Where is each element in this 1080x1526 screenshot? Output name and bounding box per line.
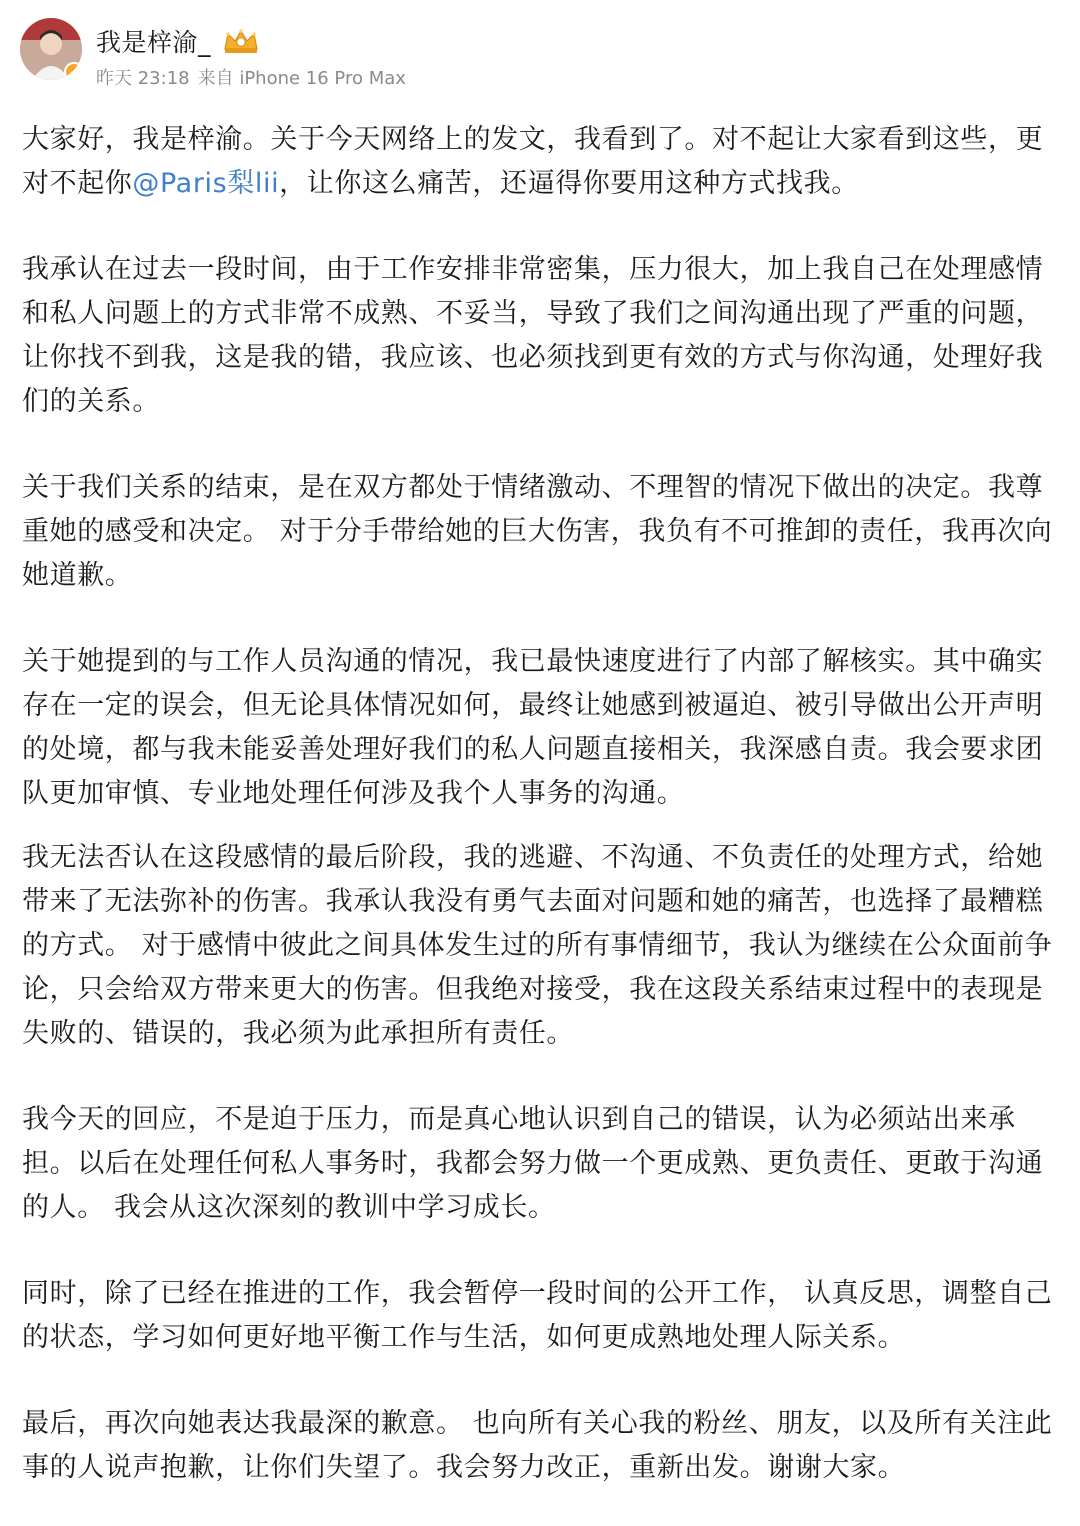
paragraph-1-text-b: ，让你这么痛苦，还逼得你要用这种方式找我。: [279, 168, 859, 199]
paragraph-4: 关于她提到的与工作人员沟通的情况，我已最快速度进行了内部了解核实。其中确实存在一定的误会，但无论具体情况如何，最终让她感到被逼迫、被引导做出公开声明的处境，都与我未能妥善处理好我们的私人问题直接相关，我深感自责。我会要求团队更加审慎、专业地处理任何涉及我个人事务的沟通。: [22, 646, 1044, 809]
username-link[interactable]: 我是梓渝_: [96, 28, 212, 57]
avatar[interactable]: [20, 18, 82, 80]
post-body: [22, 118, 1058, 1490]
post-time: 昨天 23:18: [96, 68, 190, 89]
paragraph-8: 最后，再次向她表达我最深的歉意。 也向所有关心我的粉丝、朋友，以及所有关注此事的人说声抱歉，让你们失望了。我会努力改正，重新出发。谢谢大家。: [22, 1408, 1053, 1483]
avatar-container[interactable]: [20, 18, 82, 80]
paragraph-3: 关于我们关系的结束，是在双方都处于情绪激动、不理智的情况下做出的决定。我尊重她的感受和决定。 对于分手带给她的巨大伤害，我负有不可推卸的责任，我再次向她道歉。: [22, 472, 1053, 591]
crown-vip-icon[interactable]: [221, 27, 261, 55]
mention-link[interactable]: @Paris梨lii: [132, 168, 280, 199]
post-header: [20, 14, 1060, 94]
verified-badge-icon: [64, 62, 82, 80]
post-source[interactable]: 来自 iPhone 16 Pro Max: [197, 68, 406, 89]
paragraph-7: 同时，除了已经在推进的工作，我会暂停一段时间的公开工作， 认真反思，调整自己的状态，学习如何更好地平衡工作与生活，如何更成熟地处理人际关系。: [22, 1278, 1053, 1353]
paragraph-6: 我今天的回应，不是迫于压力，而是真心地认识到自己的错误，认为必须站出来承担。以后在处理任何私人事务时，我都会努力做一个更成熟、更负责任、更敢于沟通的人。 我会从这次深刻的教训中学习成长。: [22, 1104, 1044, 1223]
username-row: [96, 24, 261, 58]
post-meta: [96, 64, 406, 90]
paragraph-2: 我承认在过去一段时间，由于工作安排非常密集，压力很大，加上我自己在处理感情和私人问题上的方式非常不成熟、不妥当，导致了我们之间沟通出现了严重的问题，让你找不到我，这是我的错，我应该、也必须找到更有效的方式与你沟通，处理好我们的关系。: [22, 254, 1044, 417]
paragraph-1: [22, 118, 1058, 206]
paragraph-1-text-a: 大家好，我是梓渝。关于今天网络上的发文，我看到了。对不起让大家看到这些，更对不起你: [22, 124, 1044, 199]
paragraph-5: 我无法否认在这段感情的最后阶段，我的逃避、不沟通、不负责任的处理方式，给她带来了无法弥补的伤害。我承认我没有勇气去面对问题和她的痛苦，也选择了最糟糕的方式。 对于感情中彼此之间具体发生过的所有事情细节，我认为继续在公众面前争论，只会给双方带来更大的伤害。但我绝对接受，我在这段关系结束过程中的表现是失败的、错误的，我必须为此承担所有责任。: [22, 842, 1053, 1049]
